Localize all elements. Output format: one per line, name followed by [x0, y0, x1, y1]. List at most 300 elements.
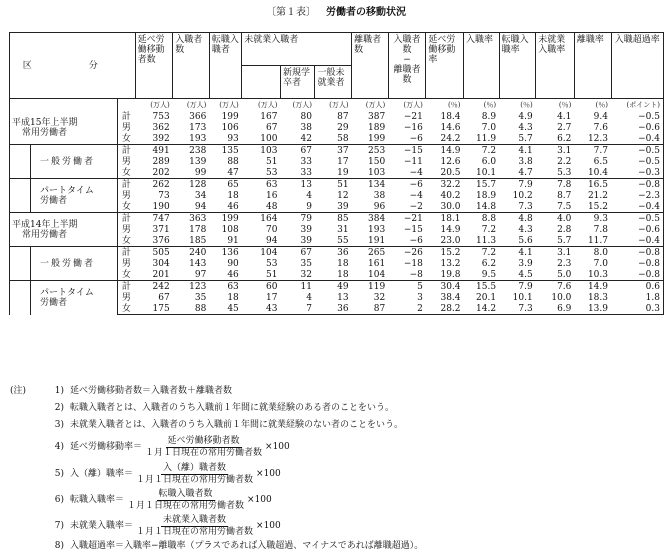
table-cell: 38: [373, 190, 386, 201]
group-label: [10, 281, 118, 315]
table-cell: −18: [403, 258, 423, 269]
table-cell: 13.2: [440, 258, 461, 269]
table-cell: 19: [337, 167, 349, 178]
header-rishoku: 離職者数: [352, 33, 389, 99]
fraction-denominator: １月１日現在の常用労働者数: [127, 501, 245, 511]
table-cell: 7.2: [464, 247, 500, 259]
table-cell: 9.3: [574, 213, 611, 225]
group-label-line1: 平成14年上半期: [12, 220, 78, 230]
unit-label: (％): [448, 101, 461, 109]
table-cell: 12: [337, 190, 349, 201]
table-cell: 123: [173, 281, 210, 293]
units-row: [10, 99, 664, 112]
header-difference: [388, 33, 426, 99]
table-cell: 265: [352, 247, 389, 259]
table-cell: 51: [315, 179, 352, 191]
table-cell: 63: [242, 179, 281, 191]
table-cell: 173: [189, 122, 207, 133]
table-cell: 253: [352, 145, 389, 157]
group-label: [10, 111, 118, 145]
table-cell: −15: [388, 145, 426, 157]
table-cell: 0.6: [611, 281, 664, 293]
group-label: [10, 213, 118, 247]
table-cell: 40.2: [440, 190, 461, 201]
table-cell: −0.4: [611, 201, 664, 213]
table-cell: 199: [221, 111, 239, 122]
note-text: 入職超過率＝入職率−離職率（プラスであれば入職超過、マイナスであれば離職超過）。: [70, 541, 424, 551]
fraction: [125, 489, 246, 512]
table-cell: 15.2: [587, 201, 608, 212]
table-cell: −21: [388, 213, 426, 225]
unit-label: (万人): [403, 101, 423, 109]
table-cell: 39: [300, 235, 312, 246]
table-cell: 37: [315, 145, 352, 157]
table-cell: 4.0: [536, 213, 575, 225]
table-cell: 4.9: [518, 111, 533, 122]
table-cell: 392: [152, 133, 170, 144]
table-cell: 34: [194, 190, 207, 201]
fraction-denominator: １月１日現在の常用労働者数: [136, 527, 254, 537]
group-label: [10, 179, 118, 213]
table-cell: 32: [373, 292, 386, 303]
table-cell: 21.2: [587, 190, 608, 201]
table-cell: 18.4: [440, 111, 461, 122]
fraction-numerator: 入（離）職者数: [163, 463, 227, 473]
table-cell: 36: [315, 247, 352, 259]
unit-label: (万人): [186, 101, 207, 109]
table-cell: 4.8: [499, 213, 536, 225]
table-cell: 7.9: [499, 281, 536, 293]
table-cell: 7.0: [481, 122, 497, 133]
table-cell: 39: [337, 201, 349, 212]
sex-label: 男: [117, 122, 135, 133]
fraction: [143, 436, 264, 459]
table-cell: 94: [266, 235, 278, 246]
table-cell: 94: [194, 201, 207, 212]
table-cell: 9.5: [481, 269, 497, 280]
table-cell: 30.0: [440, 201, 461, 212]
table-cell: 7.6: [593, 122, 608, 133]
note-8: [10, 541, 423, 552]
table-cell: 7.7: [574, 145, 611, 157]
table-cell: 5: [388, 281, 426, 293]
table-cell: 53: [266, 167, 278, 178]
table-cell: 12.6: [440, 156, 461, 167]
table-cell: 753: [152, 111, 170, 122]
table-cell: 8.7: [557, 190, 572, 201]
table-cell: 23.0: [440, 235, 461, 246]
table-cell: −0.3: [611, 167, 664, 179]
table-cell: 7.9: [499, 179, 536, 191]
table-cell: 10.2: [512, 190, 533, 201]
table-cell: 38.4: [440, 292, 461, 303]
unit-label: (％): [558, 101, 572, 109]
formula-lhs: 入（離）職率＝: [70, 469, 134, 479]
table-cell: 17: [337, 156, 349, 167]
table-cell: 2: [388, 303, 426, 315]
table-cell: 103: [242, 145, 281, 157]
table-cell: 14.9: [574, 281, 611, 293]
table-cell: 10.4: [587, 167, 608, 178]
table-cell: 17: [266, 292, 278, 303]
group-label-line1: 平成15年上半期: [12, 118, 78, 128]
table-cell: 6.5: [593, 156, 608, 167]
table-cell: 48: [266, 201, 278, 212]
table-row: [10, 145, 664, 157]
header-excess-rate: 入職超過率: [611, 33, 664, 99]
table-cell: 45: [209, 303, 241, 315]
sex-label: 男: [117, 224, 135, 235]
table-cell: 10.0: [551, 292, 572, 303]
table-cell: 7.5: [557, 201, 572, 212]
table-cell: 3.9: [518, 258, 533, 269]
table-cell: 190: [152, 201, 170, 212]
table-cell: 128: [173, 179, 210, 191]
unit-label: (％): [520, 101, 533, 109]
table-cell: −2.3: [611, 190, 664, 201]
table-title: 労働者の移動状況: [326, 7, 406, 18]
formula-lhs: 未就業入職率＝: [70, 521, 134, 531]
note-text: 転職入職者とは、入職者のうち入職前１年間に就業経験のある者のことをいう。: [70, 403, 395, 413]
table-cell: 14.8: [476, 201, 497, 212]
table-cell: 91: [227, 235, 239, 246]
table-cell: 161: [368, 258, 386, 269]
table-cell: 99: [194, 167, 207, 178]
table-cell: 97: [194, 269, 207, 280]
table-cell: 7: [280, 303, 315, 315]
header-shinki: 新規学卒者: [280, 66, 315, 99]
table-cell: −0.5: [611, 111, 664, 122]
unit-label: (ポイント): [611, 99, 664, 112]
table-cell: 18: [227, 190, 239, 201]
table-cell: −0.8: [611, 258, 664, 269]
table-cell: 262: [135, 179, 173, 191]
sex-label: 男: [117, 258, 135, 269]
table-cell: 3.8: [518, 156, 533, 167]
sex-label: 男: [117, 190, 135, 201]
table-cell: 240: [173, 247, 210, 259]
table-row: [10, 111, 664, 122]
table-cell: 505: [135, 247, 173, 259]
table-cell: 33: [300, 167, 312, 178]
table-cell: 36: [315, 303, 352, 315]
table-cell: 18.3: [587, 292, 608, 303]
table-cell: 24.2: [440, 133, 461, 144]
table-cell: 199: [368, 133, 386, 144]
note-number: 5): [54, 469, 64, 479]
table-cell: 150: [368, 156, 386, 167]
table-cell: −0.8: [611, 179, 664, 191]
table-cell: 11.9: [476, 133, 497, 144]
table-cell: −0.5: [611, 145, 664, 157]
table-cell: 7.2: [481, 224, 497, 235]
formula-multiplier: ×100: [256, 469, 281, 479]
table-cell: 12.3: [587, 133, 608, 144]
table-cell: 18: [337, 269, 349, 280]
fraction-numerator: 延べ労働移動者数: [167, 436, 240, 446]
header-tenshoku: 転職入職者: [209, 33, 241, 99]
table-row: [10, 281, 664, 293]
header-kubun: 区 分: [10, 33, 136, 99]
sex-label: 女: [117, 133, 135, 145]
table-cell: 15.2: [426, 247, 464, 259]
table-cell: 10.1: [476, 167, 497, 178]
table-cell: 1.8: [611, 292, 664, 303]
table-cell: 6.2: [481, 258, 497, 269]
fraction: [134, 515, 255, 538]
table-cell: 175: [135, 303, 173, 315]
table-cell: −4: [409, 190, 423, 201]
table-cell: 14.2: [464, 303, 500, 315]
table-cell: 32.2: [426, 179, 464, 191]
group-label-line2: 労働者: [40, 297, 68, 308]
table-cell: 376: [152, 235, 170, 246]
table-cell: 55: [337, 235, 349, 246]
table-cell: 143: [189, 258, 207, 269]
table-cell: 2.2: [557, 156, 572, 167]
unit-label: (万人): [219, 101, 239, 109]
table-cell: 67: [280, 247, 315, 259]
table-cell: 135: [209, 145, 241, 157]
table-cell: −6: [409, 235, 423, 246]
table-cell: 60: [242, 281, 281, 293]
table-cell: −0.5: [611, 156, 664, 167]
sex-label: 女: [117, 303, 135, 315]
table-cell: 7.3: [518, 201, 533, 212]
table-cell: 13.9: [574, 303, 611, 315]
table-cell: 7.3: [499, 303, 536, 315]
sex-label: 女: [117, 167, 135, 179]
table-cell: 9: [306, 201, 312, 212]
table-cell: 88: [173, 303, 210, 315]
table-cell: 371: [152, 224, 170, 235]
table-cell: 289: [152, 156, 170, 167]
header-ippan-mishugyo: 一般未就業者: [315, 66, 352, 99]
table-cell: 49: [315, 281, 352, 293]
table-cell: 747: [135, 213, 173, 225]
table-cell: −6: [388, 179, 426, 191]
header-diff-bottom: 離職者数: [393, 65, 421, 85]
note-number: 3): [54, 420, 64, 430]
table-cell: 58: [337, 133, 349, 144]
table-cell: 136: [209, 247, 241, 259]
table-cell: 106: [221, 122, 239, 133]
sex-label: 計: [117, 179, 135, 191]
table-cell: −2: [409, 201, 423, 212]
table-cell: 46: [227, 201, 239, 212]
table-row: [10, 179, 664, 191]
formula-multiplier: ×100: [265, 442, 290, 452]
table-cell: 104: [242, 247, 281, 259]
table-cell: 3.1: [536, 247, 575, 259]
table-cell: 387: [368, 111, 386, 122]
table-cell: 119: [352, 281, 389, 293]
table-cell: 3.1: [536, 145, 575, 157]
fraction-numerator: 未就業入職者数: [163, 515, 227, 525]
table-cell: 7.8: [536, 179, 575, 191]
table-cell: −8: [409, 269, 423, 280]
unit-label: (万人): [258, 101, 278, 109]
table-caption: [0, 7, 672, 19]
units-label-blank: [10, 99, 118, 112]
table-cell: 193: [189, 133, 207, 144]
units-sex-blank: [117, 99, 135, 112]
table-cell: 51: [266, 156, 278, 167]
table-cell: 103: [368, 167, 386, 178]
unit-label: (％): [595, 101, 608, 109]
header-nyushoku: 入職者数: [173, 33, 210, 99]
table-row: [10, 213, 664, 225]
table-cell: 11.3: [476, 235, 497, 246]
table-cell: 4.1: [499, 145, 536, 157]
table-cell: 167: [260, 111, 278, 122]
note-number: 4): [54, 442, 64, 452]
table-cell: −26: [388, 247, 426, 259]
table-cell: −16: [403, 122, 423, 133]
table-cell: 4.3: [518, 224, 533, 235]
table-cell: 14.6: [440, 122, 461, 133]
table-cell: −0.4: [611, 133, 664, 145]
table-cell: 6.9: [536, 303, 575, 315]
table-cell: 2.8: [557, 224, 572, 235]
table-cell: 7.8: [593, 224, 608, 235]
table-cell: 18: [337, 258, 349, 269]
table-cell: 13: [280, 179, 315, 191]
table-cell: 139: [189, 156, 207, 167]
table-cell: 30.4: [426, 281, 464, 293]
table-cell: 8.9: [481, 111, 497, 122]
table-cell: 7.6: [536, 281, 575, 293]
group-label: [10, 145, 118, 179]
table-cell: 5.7: [518, 133, 533, 144]
table-cell: 108: [221, 224, 239, 235]
table-cell: 2.7: [557, 122, 572, 133]
fraction-denominator: １月１日現在の常用労働者数: [136, 475, 254, 485]
table-cell: 16.5: [574, 179, 611, 191]
fraction-denominator: １月１日現在の常用労働者数: [145, 448, 263, 458]
sex-label: 女: [117, 235, 135, 247]
table-cell: 28.2: [426, 303, 464, 315]
table-cell: 18.9: [476, 190, 497, 201]
table-cell: 304: [152, 258, 170, 269]
header-diff-top: 入職者数: [393, 35, 421, 55]
table-cell: 87: [352, 303, 389, 315]
table-cell: −0.4: [611, 235, 664, 247]
table-cell: −0.8: [611, 247, 664, 259]
group-label-line2: 常用労働者: [22, 128, 68, 138]
table-cell: 4.1: [557, 111, 572, 122]
group-label-line2: 労働者: [40, 195, 68, 206]
header-nobe-count: 延べ労働移動者数: [135, 33, 173, 99]
table-cell: 0.3: [611, 303, 664, 315]
header-ri-rate: 離職率: [574, 33, 611, 99]
sex-label: 計: [117, 281, 135, 293]
unit-label: (万人): [365, 101, 386, 109]
formula-lhs: 転職入職率＝: [70, 495, 125, 505]
table-number: 〔第１表〕: [266, 7, 316, 18]
table-cell: 6.0: [481, 156, 497, 167]
table-cell: 4: [306, 292, 312, 303]
table-cell: 67: [280, 145, 315, 157]
table-cell: 164: [242, 213, 281, 225]
unit-label: (万人): [150, 101, 170, 109]
table-cell: −15: [403, 224, 423, 235]
table-cell: 46: [227, 269, 239, 280]
table-cell: 242: [135, 281, 173, 293]
table-cell: 13: [337, 292, 349, 303]
group-label-line2: 常用労働者: [22, 230, 68, 240]
table-cell: 4: [306, 190, 312, 201]
table-cell: 191: [368, 235, 386, 246]
table-cell: 201: [152, 269, 170, 280]
table-cell: 4.1: [499, 247, 536, 259]
table-cell: 185: [189, 235, 207, 246]
table-cell: 4.3: [518, 122, 533, 133]
table-cell: 491: [135, 145, 173, 157]
table-cell: 20.1: [476, 292, 497, 303]
table-cell: −21: [403, 111, 423, 122]
header-mishugyo-blank: [242, 66, 281, 99]
table-cell: 29: [337, 122, 349, 133]
table-cell: 178: [189, 224, 207, 235]
note-2: [10, 403, 394, 414]
table-cell: 11.7: [587, 235, 608, 246]
sex-label: 計: [117, 213, 135, 225]
table-cell: 5.0: [557, 269, 572, 280]
table-cell: −11: [403, 156, 423, 167]
table-cell: 7.0: [593, 258, 608, 269]
table-cell: 193: [368, 224, 386, 235]
table-cell: 10.1: [512, 292, 533, 303]
table-cell: 202: [152, 167, 170, 178]
table-cell: 3: [417, 292, 423, 303]
table-cell: 8.8: [464, 213, 500, 225]
table-cell: 10.3: [587, 269, 608, 280]
table-cell: 35: [194, 292, 207, 303]
table-cell: 5.3: [557, 167, 572, 178]
table-cell: 100: [260, 133, 278, 144]
labor-mobility-table: [9, 32, 664, 315]
group-label-line1: パートタイム: [40, 185, 94, 196]
table-cell: 104: [368, 269, 386, 280]
note-lead: (注): [10, 386, 27, 396]
table-cell: 8.0: [574, 247, 611, 259]
header-diff-minus: −: [403, 55, 411, 65]
table-cell: 47: [227, 167, 239, 178]
table-cell: 79: [280, 213, 315, 225]
table-cell: 51: [266, 269, 278, 280]
group-label: [10, 247, 118, 281]
table-cell: 63: [209, 281, 241, 293]
table-cell: 70: [266, 224, 278, 235]
table-cell: 9.4: [593, 111, 608, 122]
table-cell: 67: [158, 292, 170, 303]
table-cell: 93: [227, 133, 239, 144]
note-1: [10, 386, 232, 397]
table-cell: 5.7: [557, 235, 572, 246]
table-cell: 14.9: [426, 145, 464, 157]
sex-label: 女: [117, 269, 135, 281]
header-ten-rate: 転職入職率: [499, 33, 536, 99]
table-cell: 42: [300, 133, 312, 144]
unit-label: (万人): [329, 101, 349, 109]
table-cell: 2.3: [557, 258, 572, 269]
group-label-line1: パートタイム: [40, 287, 94, 298]
unit-label: (％): [483, 101, 497, 109]
table-cell: 19.8: [440, 269, 461, 280]
table-cell: 366: [189, 111, 207, 122]
sex-label: 計: [117, 247, 135, 259]
